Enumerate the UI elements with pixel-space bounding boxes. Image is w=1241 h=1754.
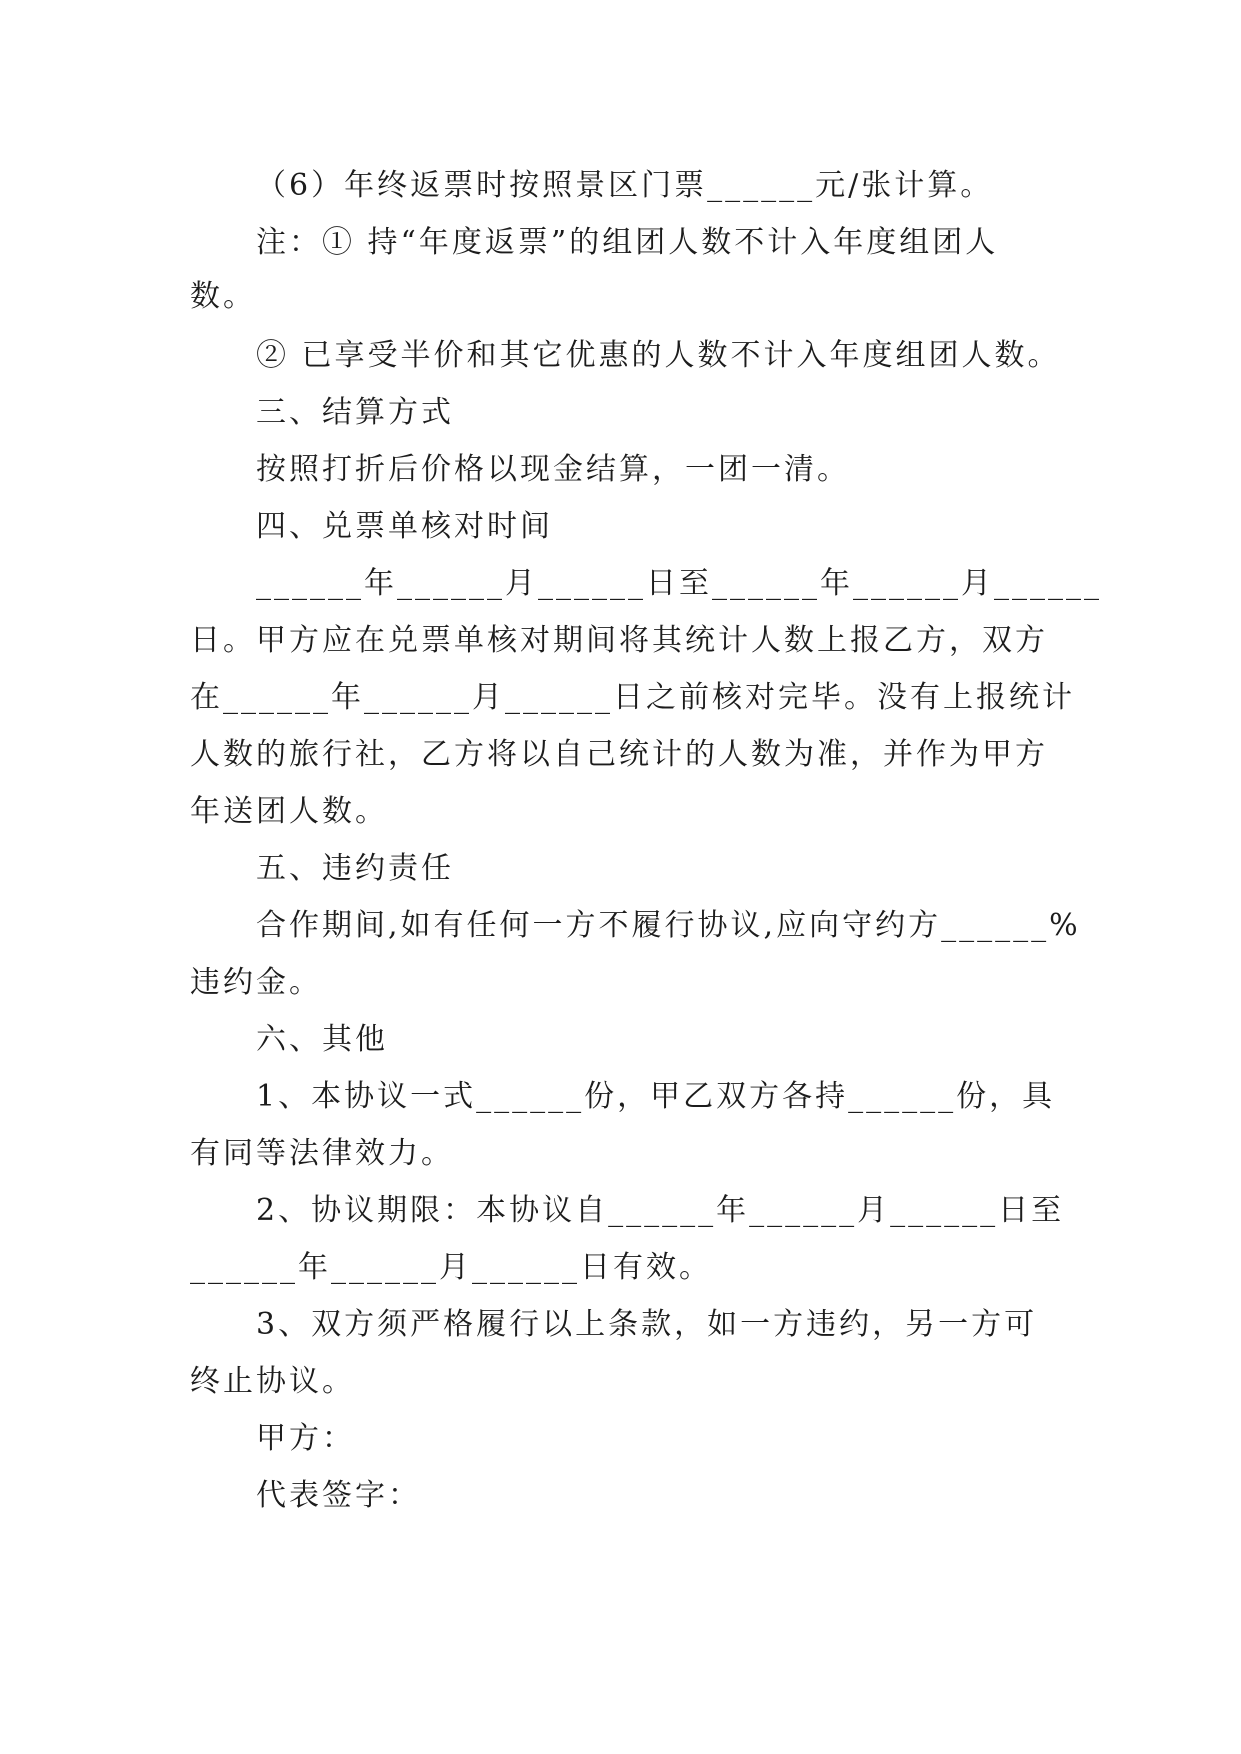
text-line: 注：① 持“年度返票”的组团人数不计入年度组团人 [256,225,999,260]
section-heading: 六、其他 [256,1022,388,1057]
text-line: 终止协议。 [190,1364,355,1399]
signature-label: 代表签字： [256,1478,421,1513]
text-line: （6）年终返票时按照景区门票______元/张计算。 [256,168,994,203]
text-line: ______年______月______日至______年______月______ [256,566,1102,601]
text-line: 按照打折后价格以现金结算，一团一清。 [256,452,850,487]
text-line: 日。甲方应在兑票单核对期间将其统计人数上报乙方，双方 [190,623,1048,658]
text-line: 人数的旅行社，乙方将以自己统计的人数为准，并作为甲方 [190,737,1048,772]
text-line: 1、本协议一式______份，甲乙双方各持______份，具 [256,1079,1056,1114]
text-line: 在______年______月______日之前核对完毕。没有上报统计 [190,680,1075,715]
section-heading: 三、结算方式 [256,395,454,430]
text-line: 违约金。 [190,965,322,1000]
text-line: ______年______月______日有效。 [190,1250,712,1285]
text-line: 3、双方须严格履行以上条款，如一方违约，另一方可 [256,1307,1038,1342]
text-line: 数。 [190,279,256,314]
section-heading: 四、兑票单核对时间 [256,509,553,544]
text-line: ② 已享受半价和其它优惠的人数不计入年度组团人数。 [256,338,1061,373]
section-heading: 五、违约责任 [256,851,454,886]
text-line: 2、协议期限：本协议自______年______月______日至 [256,1193,1065,1228]
text-line: 合作期间,如有任何一方不履行协议,应向守约方______% [256,908,1081,943]
text-line: 年送团人数。 [190,794,388,829]
signature-party-label: 甲方： [256,1421,355,1456]
text-line: 有同等法律效力。 [190,1136,454,1171]
